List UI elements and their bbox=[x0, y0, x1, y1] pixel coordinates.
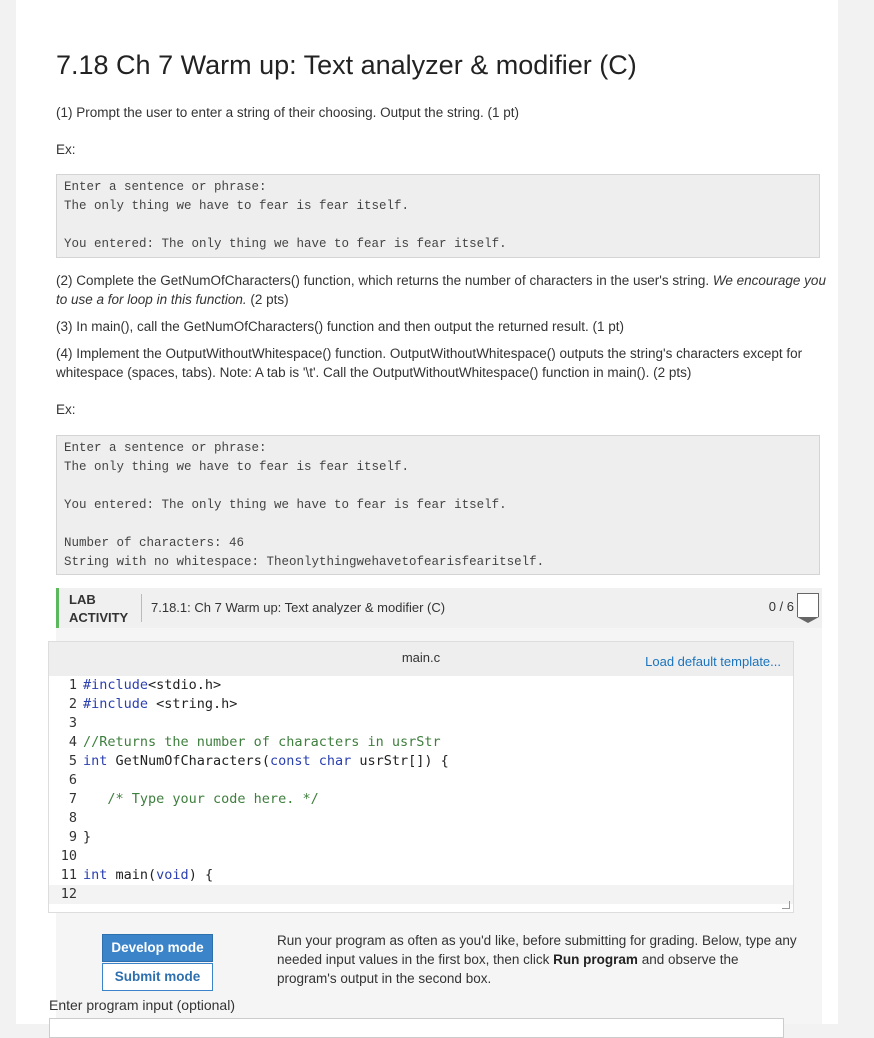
code-keyword: #include bbox=[83, 677, 149, 693]
code-text: ) { bbox=[188, 867, 214, 883]
line-number: 10 bbox=[60, 848, 77, 864]
example-line: You entered: The only thing we have to fear is fear itself. bbox=[64, 237, 507, 251]
line-number: 7 bbox=[68, 791, 77, 807]
code-keyword: int bbox=[83, 867, 108, 883]
step-2-points: (2 pts) bbox=[250, 292, 289, 307]
example-line bbox=[64, 216, 812, 235]
example-line: Enter a sentence or phrase: bbox=[64, 180, 267, 194]
lab-tag-line1: LAB bbox=[69, 592, 96, 607]
code-text: GetNumOfCharacters( bbox=[107, 753, 270, 769]
step-4-text: (4) Implement the OutputWithoutWhitespace() function. OutputWithoutWhitespace() outputs the string's characters except for whitespace (spaces, tabs). Note: A tab is '\t'. Call the OutputWithoutWhitespace() function in main(). (2 pts) bbox=[56, 346, 803, 380]
line-number: 9 bbox=[68, 829, 77, 845]
code-line[interactable] bbox=[49, 847, 793, 866]
step-2-main: (2) Complete the GetNumOfCharacters() function, which returns the number of characters in the user's string. bbox=[56, 273, 710, 288]
code-line[interactable] bbox=[49, 752, 793, 771]
code-comment: //Returns the number of characters in usrStr bbox=[83, 734, 441, 750]
example-line: String with no whitespace: Theonlythingwehavetofearisfearitself. bbox=[64, 555, 545, 569]
completion-flag-icon bbox=[797, 593, 819, 617]
line-number: 3 bbox=[68, 715, 77, 731]
example-line: The only thing we have to fear is fear itself. bbox=[64, 199, 410, 213]
example-line bbox=[64, 477, 812, 496]
resize-handle[interactable] bbox=[782, 901, 790, 909]
code-text: <stdio.h> bbox=[148, 677, 222, 693]
code-line[interactable] bbox=[49, 885, 793, 904]
code-line[interactable] bbox=[49, 866, 793, 885]
lab-tag-line2: ACTIVITY bbox=[69, 610, 129, 625]
code-keyword: int bbox=[83, 753, 108, 769]
example-line: The only thing we have to fear is fear itself. bbox=[64, 460, 410, 474]
code-keyword: const char bbox=[269, 753, 352, 769]
example-output-2 bbox=[56, 435, 820, 575]
develop-mode-button[interactable]: Develop mode bbox=[102, 934, 213, 962]
code-line[interactable] bbox=[49, 733, 793, 752]
run-instructions-end: and observe the program's output in the second box. bbox=[277, 952, 739, 986]
step-2-text bbox=[56, 271, 826, 309]
example-line: You entered: The only thing we have to fear is fear itself. bbox=[64, 498, 507, 512]
code-editor[interactable] bbox=[48, 641, 794, 913]
code-line[interactable] bbox=[49, 790, 793, 809]
code-line[interactable] bbox=[49, 695, 793, 714]
code-text: <string.h> bbox=[148, 696, 238, 712]
program-input-field[interactable] bbox=[49, 1018, 784, 1038]
line-number: 8 bbox=[68, 810, 77, 826]
lab-activity-header bbox=[56, 588, 822, 628]
line-number: 11 bbox=[60, 867, 77, 883]
code-lines[interactable] bbox=[49, 676, 793, 904]
example-line: Number of characters: 46 bbox=[64, 536, 245, 550]
header-divider bbox=[141, 594, 142, 622]
example-line: Enter a sentence or phrase: bbox=[64, 441, 267, 455]
line-number: 4 bbox=[68, 734, 77, 750]
code-text: } bbox=[83, 829, 92, 845]
step-2-italic: We encourage you to use a for loop in this function. bbox=[56, 273, 826, 307]
program-input-label: Enter program input (optional) bbox=[49, 997, 235, 1013]
line-number: 6 bbox=[68, 772, 77, 788]
submit-mode-button[interactable]: Submit mode bbox=[102, 963, 213, 991]
editor-toolbar bbox=[49, 642, 793, 676]
step-3-text: (3) In main(), call the GetNumOfCharacters() function and then output the returned result. (1 pt) bbox=[56, 319, 625, 334]
code-keyword: void bbox=[156, 867, 189, 883]
example-output-1 bbox=[56, 174, 820, 258]
lab-title: 7.18.1: Ch 7 Warm up: Text analyzer & modifier (C) bbox=[151, 600, 446, 615]
example-label: Ex: bbox=[56, 402, 76, 417]
code-line[interactable] bbox=[49, 828, 793, 847]
code-line[interactable] bbox=[49, 714, 793, 733]
line-number: 5 bbox=[68, 753, 77, 769]
code-text: main( bbox=[107, 867, 157, 883]
code-line[interactable] bbox=[49, 809, 793, 828]
run-instructions-start: Run your program as often as you'd like, before submitting for grading. Below, type any needed input values in the first box, then click bbox=[277, 933, 797, 967]
run-program-emphasis: Run program bbox=[553, 952, 638, 967]
code-text: usrStr[]) { bbox=[351, 753, 449, 769]
code-keyword: #include bbox=[83, 696, 149, 712]
code-comment: /* Type your code here. */ bbox=[83, 791, 319, 807]
lab-activity-tag bbox=[69, 591, 128, 627]
example-line bbox=[64, 515, 812, 534]
page-title: 7.18 Ch 7 Warm up: Text analyzer & modifier (C) bbox=[56, 50, 637, 80]
load-default-template-link[interactable]: Load default template... bbox=[645, 654, 781, 669]
line-number: 2 bbox=[68, 696, 77, 712]
file-name: main.c bbox=[401, 650, 441, 665]
example-label: Ex: bbox=[56, 142, 76, 157]
code-line[interactable] bbox=[49, 771, 793, 790]
line-number: 12 bbox=[60, 886, 77, 902]
completion-flag-tip bbox=[797, 617, 819, 623]
line-number: 1 bbox=[68, 677, 77, 693]
step-1-text: (1) Prompt the user to enter a string of their choosing. Output the string. (1 pt) bbox=[56, 105, 519, 120]
score-label: 0 / 6 bbox=[768, 599, 794, 614]
run-instructions bbox=[277, 931, 799, 988]
code-line[interactable] bbox=[49, 676, 793, 695]
